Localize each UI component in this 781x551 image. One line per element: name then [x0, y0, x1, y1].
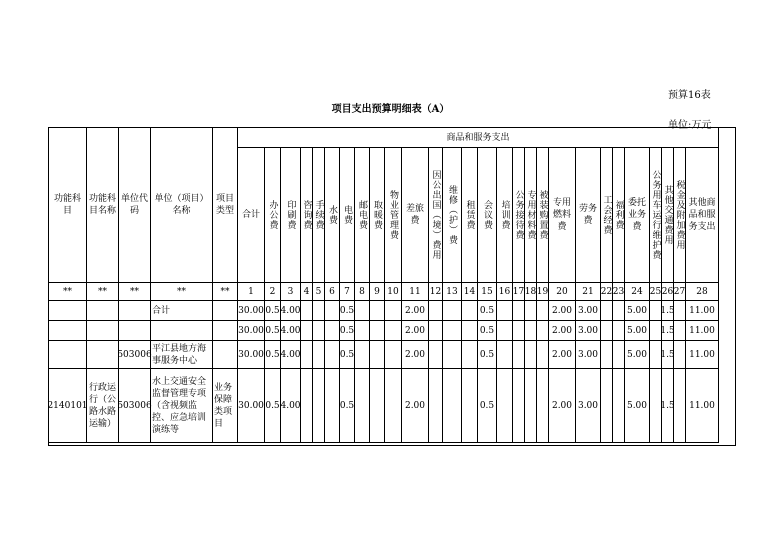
cell-value: [370, 321, 385, 341]
header-expense-23: 福利费: [613, 148, 625, 283]
index-cell: 23: [613, 283, 625, 301]
cell-value: [385, 369, 402, 443]
cell-type: [213, 321, 238, 341]
cell-value: [325, 321, 340, 341]
budget-table: [48, 127, 736, 446]
cell-value: [325, 301, 340, 321]
header-expense-18: 专用材料费: [525, 148, 537, 283]
cell-value: [355, 321, 370, 341]
cell-value: [429, 301, 443, 321]
header-expense-22: 工会经费: [601, 148, 613, 283]
cell-value: [497, 369, 513, 443]
cell-unit-code: 503006: [119, 341, 151, 369]
cell-value: 0.5: [265, 341, 281, 369]
header-expense-14: 租赁费: [462, 148, 478, 283]
index-cell: 3: [281, 283, 301, 301]
cell-value: [674, 341, 686, 369]
cell-value: 0.5: [265, 369, 281, 443]
table-title: 项目支出预算明细表（A）: [331, 104, 450, 115]
index-cell: 15: [478, 283, 497, 301]
header-expense-17: 公务接待费: [513, 148, 525, 283]
index-cell: 1: [238, 283, 265, 301]
cell-value: [613, 369, 625, 443]
cell-value: [355, 369, 370, 443]
cell-func-code: [49, 321, 87, 341]
cell-value: [613, 321, 625, 341]
header-expense-8: 邮电费: [355, 148, 370, 283]
index-cell: **: [87, 283, 119, 301]
cell-value: [497, 321, 513, 341]
index-cell: 22: [601, 283, 613, 301]
header-expense-10: 物业管理费: [385, 148, 402, 283]
index-cell: 28: [686, 283, 719, 301]
cell-value: [601, 369, 613, 443]
cell-value: 4.00: [281, 341, 301, 369]
header-expense-19: 被装购置费: [537, 148, 549, 283]
cell-type: 业务保障类项目: [213, 369, 238, 443]
cell-value: [674, 321, 686, 341]
cell-value: [429, 369, 443, 443]
cell-value: [301, 321, 313, 341]
cell-value: 11.00: [686, 369, 719, 443]
cell-value: [355, 341, 370, 369]
header-expense-9: 取暖费: [370, 148, 385, 283]
header-expense-16: 培训费: [497, 148, 513, 283]
cell-value: 0.5: [265, 321, 281, 341]
cell-value: 2.00: [402, 321, 429, 341]
cell-value: [429, 341, 443, 369]
cell-value: [525, 301, 537, 321]
cell-value: [537, 321, 549, 341]
cell-value: 5.00: [625, 341, 650, 369]
cell-value: [537, 341, 549, 369]
index-cell: 26: [662, 283, 674, 301]
cell-value: 30.00: [238, 321, 265, 341]
cell-value: 0.5: [478, 369, 497, 443]
cell-unit-code: [119, 301, 151, 321]
header-unit-name: 单位（项目）名称: [151, 128, 213, 283]
header-type: 项目类型: [213, 128, 238, 283]
cell-value: 2.00: [549, 321, 576, 341]
cell-value: 2.00: [549, 369, 576, 443]
header-expense-5: 手续费: [313, 148, 325, 283]
cell-unit-name: 平江县地方海事服务中心: [151, 341, 213, 369]
cell-value: [313, 321, 325, 341]
cell-value: [601, 321, 613, 341]
header-expense-1: 合计: [238, 148, 265, 283]
cell-value: 30.00: [238, 301, 265, 321]
index-cell: 9: [370, 283, 385, 301]
header-expense-2: 办公费: [265, 148, 281, 283]
cell-value: 1.5: [662, 369, 674, 443]
cell-func-name: [87, 341, 119, 369]
index-cell: 10: [385, 283, 402, 301]
cell-value: [537, 301, 549, 321]
index-cell: 14: [462, 283, 478, 301]
cell-unit-code: [119, 321, 151, 341]
cell-value: [613, 341, 625, 369]
cell-value: 0.5: [478, 301, 497, 321]
index-cell: 19: [537, 283, 549, 301]
cell-value: [370, 301, 385, 321]
cell-value: 1.5: [662, 301, 674, 321]
cell-value: [355, 301, 370, 321]
cell-value: [325, 341, 340, 369]
cell-type: [213, 301, 238, 321]
cell-value: [462, 321, 478, 341]
index-cell: 4: [301, 283, 313, 301]
cell-value: [674, 301, 686, 321]
cell-value: 11.00: [686, 341, 719, 369]
cell-value: 4.00: [281, 369, 301, 443]
cell-unit-name: 水上交通安全监督管理专项（含视频监控、应急培训演练等: [151, 369, 213, 443]
cell-value: [370, 369, 385, 443]
header-expense-3: 印刷费: [281, 148, 301, 283]
header-expense-21: 劳务费: [576, 148, 601, 283]
header-expense-13: 维修（护）费: [443, 148, 462, 283]
cell-unit-name: 合计: [151, 301, 213, 321]
index-cell: 21: [576, 283, 601, 301]
cell-value: 0.5: [340, 301, 355, 321]
cell-unit-name: [151, 321, 213, 341]
cell-value: 2.00: [549, 301, 576, 321]
index-cell: 16: [497, 283, 513, 301]
cell-value: 4.00: [281, 321, 301, 341]
cell-value: [313, 341, 325, 369]
header-expense-28: 其他商品和服务支出: [686, 148, 719, 283]
cell-value: 30.00: [238, 341, 265, 369]
cell-value: 30.00: [238, 369, 265, 443]
cell-func-name: 行政运行（公路水路运输）: [87, 369, 119, 443]
index-cell: **: [49, 283, 87, 301]
cell-value: [301, 301, 313, 321]
cell-value: [513, 321, 525, 341]
index-cell: 2: [265, 283, 281, 301]
cell-value: [513, 369, 525, 443]
cell-value: [462, 369, 478, 443]
header-expense-20: 专用燃料费: [549, 148, 576, 283]
cell-value: [301, 369, 313, 443]
cell-value: [301, 341, 313, 369]
cell-func-code: 2140101: [49, 369, 87, 443]
cell-value: [674, 369, 686, 443]
cell-value: [370, 341, 385, 369]
header-expense-7: 电费: [340, 148, 355, 283]
cell-value: [601, 341, 613, 369]
header-expense-6: 水费: [325, 148, 340, 283]
cell-value: [525, 341, 537, 369]
cell-value: [613, 301, 625, 321]
cell-value: 0.5: [340, 321, 355, 341]
cell-value: 0.5: [340, 341, 355, 369]
cell-func-code: [49, 301, 87, 321]
cell-value: 5.00: [625, 321, 650, 341]
index-cell: 7: [340, 283, 355, 301]
cell-value: [537, 369, 549, 443]
cell-value: [443, 369, 462, 443]
cell-value: 1.5: [662, 341, 674, 369]
header-expense-15: 会议费: [478, 148, 497, 283]
cell-value: 3.00: [576, 321, 601, 341]
header-expense-4: 咨询费: [301, 148, 313, 283]
header-unit-code: 单位代码: [119, 128, 151, 283]
cell-value: 3.00: [576, 341, 601, 369]
cell-value: 2.00: [402, 369, 429, 443]
cell-value: 0.5: [478, 341, 497, 369]
index-cell: 17: [513, 283, 525, 301]
cell-value: 11.00: [686, 321, 719, 341]
cell-value: [513, 341, 525, 369]
cell-value: 0.5: [340, 369, 355, 443]
cell-value: 4.00: [281, 301, 301, 321]
cell-value: [462, 301, 478, 321]
cell-value: [443, 321, 462, 341]
index-cell: 8: [355, 283, 370, 301]
header-expense-27: 税金及附加费用: [674, 148, 686, 283]
cell-value: 2.00: [549, 341, 576, 369]
header-func-name: 功能科目名称: [87, 128, 119, 283]
cell-value: 5.00: [625, 301, 650, 321]
cell-value: [462, 341, 478, 369]
index-cell: **: [151, 283, 213, 301]
unit-label: 单位:万元: [668, 120, 712, 131]
header-group: 商品和服务支出: [238, 128, 719, 148]
cell-value: 0.5: [478, 321, 497, 341]
cell-value: 0.5: [265, 301, 281, 321]
cell-value: 11.00: [686, 301, 719, 321]
index-cell: **: [213, 283, 238, 301]
cell-type: [213, 341, 238, 369]
cell-func-code: [49, 341, 87, 369]
index-cell: **: [119, 283, 151, 301]
cell-value: 2.00: [402, 301, 429, 321]
header-expense-25: 公务用车运行维护费: [650, 148, 662, 283]
cell-value: [525, 321, 537, 341]
form-number: 预算16表: [668, 90, 711, 101]
index-cell: 5: [313, 283, 325, 301]
cell-value: [325, 369, 340, 443]
cell-value: [601, 301, 613, 321]
cell-value: [385, 341, 402, 369]
index-cell: 12: [429, 283, 443, 301]
cell-func-name: [87, 301, 119, 321]
cell-value: [313, 301, 325, 321]
cell-value: 1.5: [662, 321, 674, 341]
cell-value: [429, 321, 443, 341]
cell-func-name: [87, 321, 119, 341]
cell-value: 2.00: [402, 341, 429, 369]
cell-unit-code: 503006: [119, 369, 151, 443]
header-func-code: 功能科目: [49, 128, 87, 283]
cell-value: [513, 301, 525, 321]
cell-value: [385, 301, 402, 321]
index-cell: 27: [674, 283, 686, 301]
header-expense-11: 差旅费: [402, 148, 429, 283]
index-cell: 13: [443, 283, 462, 301]
header-expense-24: 委托业务费: [625, 148, 650, 283]
header-expense-26: 其他交通费用: [662, 148, 674, 283]
cell-value: [497, 341, 513, 369]
index-cell: 20: [549, 283, 576, 301]
header-expense-12: 因公出国（境）费用: [429, 148, 443, 283]
cell-value: 3.00: [576, 369, 601, 443]
cell-value: [385, 321, 402, 341]
cell-value: [525, 369, 537, 443]
index-cell: 11: [402, 283, 429, 301]
cell-value: [313, 369, 325, 443]
index-cell: 18: [525, 283, 537, 301]
index-cell: 25: [650, 283, 662, 301]
cell-value: 3.00: [576, 301, 601, 321]
index-cell: 6: [325, 283, 340, 301]
cell-value: [497, 301, 513, 321]
cell-value: [443, 341, 462, 369]
index-cell: 24: [625, 283, 650, 301]
cell-value: 5.00: [625, 369, 650, 443]
cell-value: [443, 301, 462, 321]
